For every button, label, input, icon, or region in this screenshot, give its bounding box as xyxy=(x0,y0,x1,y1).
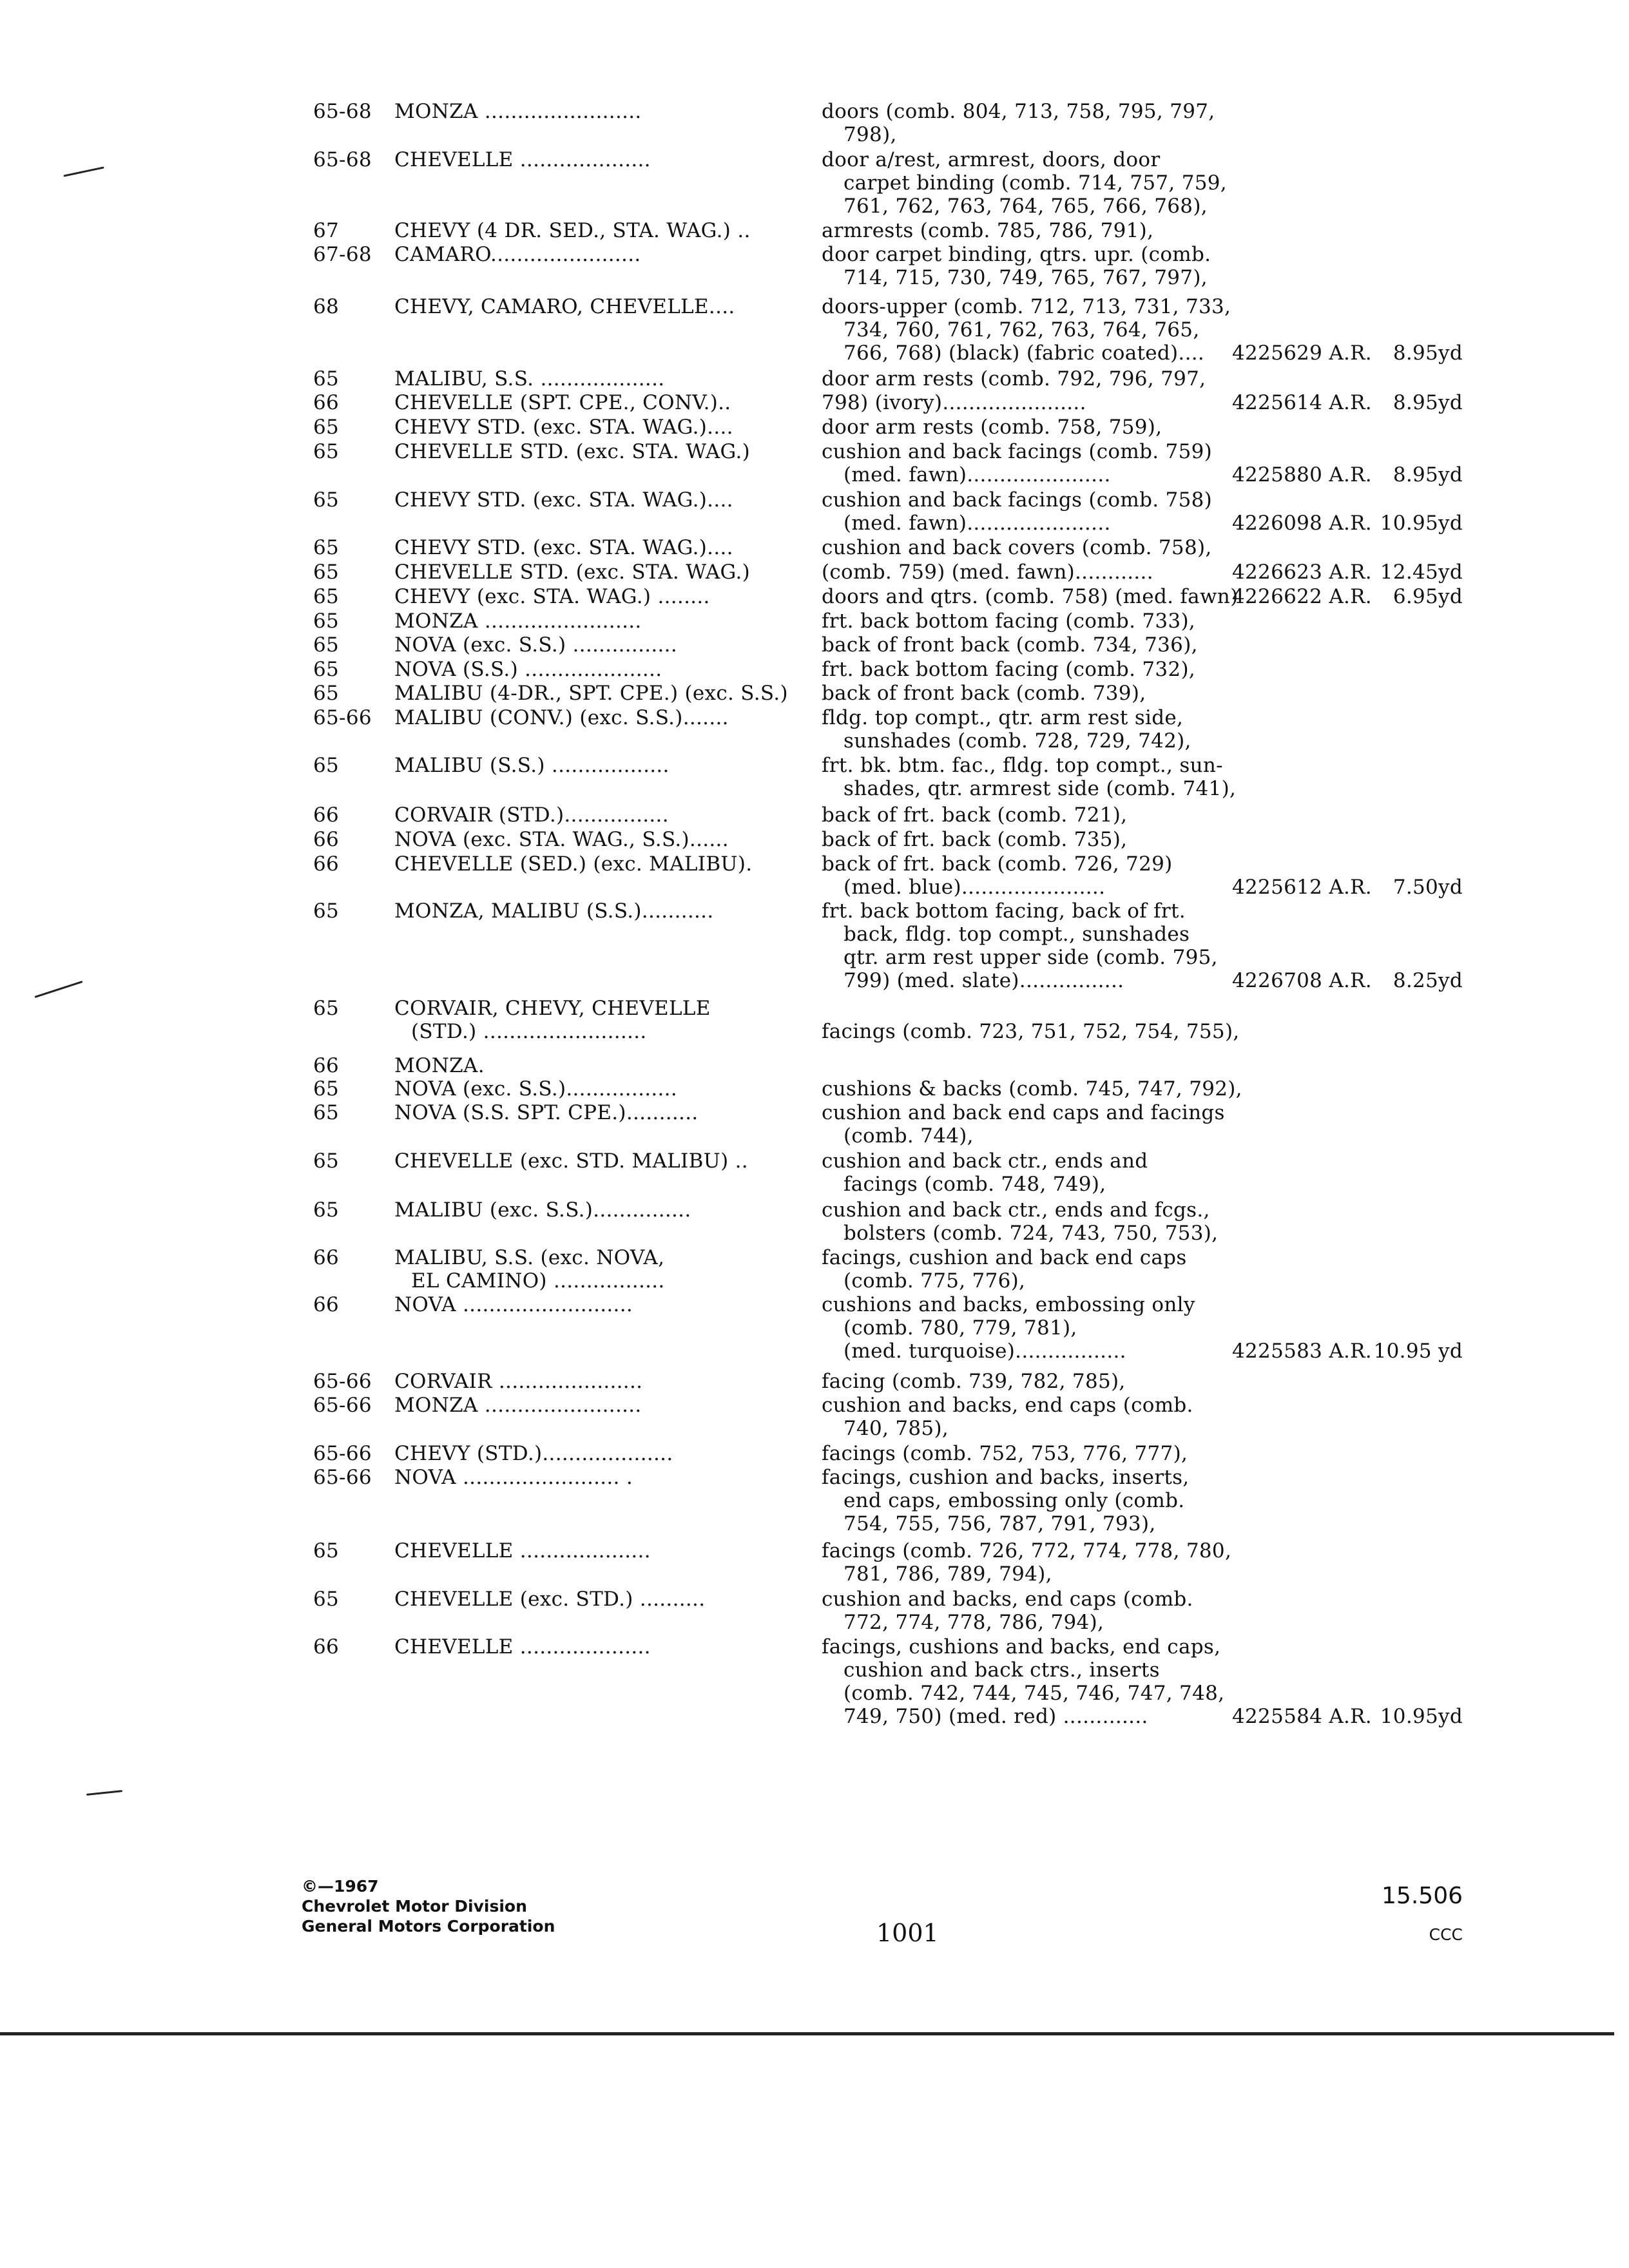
description-line: back of frt. back (comb. 721), xyxy=(822,803,1128,827)
description-line: (comb. 759) (med. fawn)............ xyxy=(822,561,1153,584)
model-cell xyxy=(394,899,714,923)
description-line: armrests (comb. 785, 786, 791), xyxy=(822,219,1154,242)
description-line: facings, cushion and back end caps xyxy=(822,1246,1187,1269)
year-cell: 66 xyxy=(313,1293,340,1316)
description-cell xyxy=(822,367,1206,390)
description-cell xyxy=(822,391,1086,414)
model-line: CHEVY STD. (exc. STA. WAG.).... xyxy=(394,416,733,439)
model-line: NOVA (exc. S.S.) ................ xyxy=(394,633,677,657)
price: 10.95yd xyxy=(1380,512,1463,535)
year-cell: 65-66 xyxy=(313,706,372,729)
model-cell xyxy=(394,633,677,657)
year-cell: 65-66 xyxy=(313,1394,372,1417)
year-cell: 65 xyxy=(313,997,340,1020)
year-cell: 65 xyxy=(313,561,340,584)
model-cell xyxy=(394,148,651,171)
model-cell xyxy=(394,682,788,705)
margin-mark xyxy=(86,1790,122,1796)
price: 6.95yd xyxy=(1393,585,1463,608)
description-line: back of frt. back (comb. 735), xyxy=(822,828,1128,851)
model-line: NOVA (exc. STA. WAG., S.S.)...... xyxy=(394,828,729,851)
division-name: Chevrolet Motor Division xyxy=(302,1897,527,1916)
model-cell xyxy=(394,367,664,390)
model-line: MALIBU, S.S. ................... xyxy=(394,367,665,390)
description-cell xyxy=(822,1149,1148,1196)
year-cell: 65-68 xyxy=(313,148,372,171)
publisher-block xyxy=(302,1876,555,1936)
description-cell xyxy=(822,295,1231,365)
margin-mark xyxy=(34,981,82,998)
description-line: back of frt. back (comb. 726, 729) xyxy=(822,852,1173,876)
description-line: cushion and back ctrs., inserts xyxy=(843,1658,1160,1682)
year-cell: 66 xyxy=(313,1635,340,1658)
price: 8.25yd xyxy=(1393,969,1463,992)
model-cell xyxy=(394,1293,633,1316)
model-line: NOVA ........................ . xyxy=(394,1466,633,1489)
model-cell xyxy=(394,1370,642,1393)
description-cell xyxy=(822,997,1240,1043)
model-cell xyxy=(394,1198,691,1222)
part-number: 4225612 A.R. xyxy=(1232,876,1372,899)
description-line: frt. back bottom facing (comb. 732), xyxy=(822,658,1196,681)
model-cell xyxy=(394,219,751,242)
model-line: MALIBU (4-DR., SPT. CPE.) (exc. S.S.) xyxy=(394,682,788,705)
description-cell xyxy=(822,1635,1224,1728)
year-cell: 66 xyxy=(313,803,340,827)
model-cell xyxy=(394,295,735,318)
description-cell xyxy=(822,658,1195,681)
year-cell: 65-68 xyxy=(313,100,372,123)
year-cell: 66 xyxy=(313,1054,340,1077)
description-cell xyxy=(822,852,1173,899)
part-number: 4226098 A.R. xyxy=(1232,512,1372,535)
model-cell xyxy=(394,1394,642,1417)
model-line: MALIBU, S.S. (exc. NOVA, xyxy=(394,1246,665,1269)
model-line: CHEVELLE (SED.) (exc. MALIBU). xyxy=(394,852,753,876)
year-cell: 65 xyxy=(313,1539,340,1562)
description-line: qtr. arm rest upper side (comb. 795, xyxy=(843,946,1218,969)
year-cell: 65 xyxy=(313,1101,340,1124)
model-line: (STD.) ......................... xyxy=(411,1020,647,1043)
description-cell xyxy=(822,1394,1193,1440)
year-cell: 66 xyxy=(313,852,340,876)
model-line: MONZA ........................ xyxy=(394,100,642,123)
description-line: frt. back bottom facing (comb. 733), xyxy=(822,610,1196,633)
description-cell xyxy=(822,585,1251,608)
description-cell xyxy=(822,633,1198,657)
model-cell xyxy=(394,610,642,633)
description-line: cushion and backs, end caps (comb. xyxy=(822,1394,1193,1417)
description-line: cushion and back facings (comb. 759) xyxy=(822,440,1213,463)
model-line: MALIBU (S.S.) .................. xyxy=(394,754,670,777)
description-line: frt. bk. btm. fac., fldg. top compt., sun- xyxy=(822,754,1223,777)
description-line: facings, cushions and backs, end caps, xyxy=(822,1635,1221,1658)
year-cell: 65-66 xyxy=(313,1466,372,1489)
model-cell xyxy=(394,803,669,827)
model-line: CHEVELLE .................... xyxy=(394,1539,651,1562)
description-cell xyxy=(822,828,1127,851)
model-cell xyxy=(394,1054,485,1077)
part-number: 4226708 A.R. xyxy=(1232,969,1372,992)
description-cell xyxy=(822,1246,1187,1293)
description-line: doors and qtrs. (comb. 758) (med. fawn) . xyxy=(822,585,1251,608)
model-line: CAMARO....................... xyxy=(394,243,641,266)
year-cell: 65 xyxy=(313,658,340,681)
part-number: 4225583 A.R. xyxy=(1232,1340,1372,1363)
year-cell: 65 xyxy=(313,367,340,390)
model-line: MALIBU (CONV.) (exc. S.S.)....... xyxy=(394,706,729,729)
copyright: ©—1967 xyxy=(302,1877,379,1896)
model-line: EL CAMINO) ................. xyxy=(411,1269,665,1293)
year-cell: 65 xyxy=(313,682,340,705)
description-line: (med. blue)...................... xyxy=(843,876,1106,899)
description-line: 761, 762, 763, 764, 765, 766, 768), xyxy=(843,195,1208,218)
description-line: shades, qtr. armrest side (comb. 741), xyxy=(843,777,1237,800)
model-line: CHEVY (STD.).................... xyxy=(394,1442,673,1465)
description-line: cushion and backs, end caps (comb. xyxy=(822,1588,1193,1611)
model-cell xyxy=(394,416,733,439)
model-line: CORVAIR ...................... xyxy=(394,1370,643,1393)
year-cell: 65 xyxy=(313,416,340,439)
description-line: (comb. 775, 776), xyxy=(843,1269,1026,1293)
description-line: door carpet binding, qtrs. upr. (comb. xyxy=(822,243,1211,266)
description-line xyxy=(822,997,1240,1020)
description-cell xyxy=(822,100,1215,146)
price: 10.95 yd xyxy=(1373,1340,1463,1363)
description-cell xyxy=(822,243,1211,289)
description-line: back, fldg. top compt., sunshades xyxy=(843,923,1190,946)
page-number: 1001 xyxy=(876,1919,939,1947)
description-line: (med. turquoise)................. xyxy=(843,1340,1126,1363)
year-cell: 67-68 xyxy=(313,243,372,266)
model-line: CHEVY (exc. STA. WAG.) ........ xyxy=(394,585,710,608)
description-line: facings (comb. 752, 753, 776, 777), xyxy=(822,1442,1188,1465)
model-line: CHEVY (4 DR. SED., STA. WAG.) .. xyxy=(394,219,751,242)
description-line: facing (comb. 739, 782, 785), xyxy=(822,1370,1126,1393)
description-line: 734, 760, 761, 762, 763, 764, 765, xyxy=(843,318,1200,341)
model-cell xyxy=(394,1149,748,1173)
description-cell xyxy=(822,1077,1242,1100)
year-cell: 65 xyxy=(313,754,340,777)
model-line: CHEVELLE (exc. STD. MALIBU) .. xyxy=(394,1149,748,1173)
model-line: MONZA, MALIBU (S.S.)........... xyxy=(394,899,714,923)
description-line: (comb. 780, 779, 781), xyxy=(843,1316,1077,1340)
year-cell: 65 xyxy=(313,536,340,559)
description-cell xyxy=(822,561,1153,584)
year-cell: 68 xyxy=(313,295,340,318)
model-cell xyxy=(394,997,711,1043)
description-cell xyxy=(822,440,1212,486)
section-code: CCC xyxy=(1429,1925,1463,1944)
description-line: cushions and backs, embossing only xyxy=(822,1293,1195,1316)
model-line: MONZA. xyxy=(394,1054,485,1077)
description-line: 799) (med. slate)................ xyxy=(843,969,1124,992)
description-line: cushion and back end caps and facings xyxy=(822,1101,1225,1124)
description-line: (med. fawn)...................... xyxy=(843,463,1111,486)
description-cell xyxy=(822,1539,1231,1586)
description-line: 781, 786, 789, 794), xyxy=(843,1562,1052,1586)
year-cell: 65 xyxy=(313,899,340,923)
model-cell xyxy=(394,1635,651,1658)
description-line: facings (comb. 723, 751, 752, 754, 755), xyxy=(822,1020,1240,1043)
description-line: (comb. 742, 744, 745, 746, 747, 748, xyxy=(843,1682,1225,1705)
model-line: NOVA .......................... xyxy=(394,1293,633,1316)
description-line: cushion and back facings (comb. 758) xyxy=(822,488,1213,512)
description-line: (med. fawn)...................... xyxy=(843,512,1111,535)
year-cell: 65-66 xyxy=(313,1442,372,1465)
model-line: CHEVELLE STD. (exc. STA. WAG.) xyxy=(394,561,751,584)
year-cell: 66 xyxy=(313,391,340,414)
model-line: CHEVELLE (exc. STD.) .......... xyxy=(394,1588,706,1611)
description-line: bolsters (comb. 724, 743, 750, 753), xyxy=(843,1222,1219,1245)
description-cell xyxy=(822,1293,1195,1363)
description-line: door arm rests (comb. 792, 796, 797, xyxy=(822,367,1206,390)
description-cell xyxy=(822,803,1127,827)
model-cell xyxy=(394,561,750,584)
model-line: CHEVELLE (SPT. CPE., CONV.).. xyxy=(394,391,731,414)
section-number: 15.506 xyxy=(1382,1883,1463,1909)
description-cell xyxy=(822,416,1162,439)
description-line: 766, 768) (black) (fabric coated).... xyxy=(843,341,1205,365)
model-cell xyxy=(394,440,750,463)
model-line: CHEVELLE STD. (exc. STA. WAG.) xyxy=(394,440,751,463)
model-line: NOVA (S.S. SPT. CPE.)........... xyxy=(394,1101,699,1124)
model-line: MONZA ........................ xyxy=(394,1394,642,1417)
year-cell: 65 xyxy=(313,440,340,463)
description-line: 754, 755, 756, 787, 791, 793), xyxy=(843,1512,1156,1535)
description-cell xyxy=(822,706,1191,753)
description-cell xyxy=(822,536,1212,559)
part-number: 4225584 A.R. xyxy=(1232,1705,1372,1728)
description-line: back of front back (comb. 734, 736), xyxy=(822,633,1198,657)
model-cell xyxy=(394,706,729,729)
description-line: cushion and back ctr., ends and fcgs., xyxy=(822,1198,1210,1222)
description-line: door a/rest, armrest, doors, door xyxy=(822,148,1161,171)
model-line: MONZA ........................ xyxy=(394,610,642,633)
description-line: cushions & backs (comb. 745, 747, 792), xyxy=(822,1077,1242,1100)
description-cell xyxy=(822,1370,1126,1393)
description-cell xyxy=(822,488,1212,535)
price: 8.95yd xyxy=(1393,391,1463,414)
part-number: 4225629 A.R. xyxy=(1232,341,1372,365)
description-line: facings (comb. 748, 749), xyxy=(843,1173,1106,1196)
price: 8.95yd xyxy=(1393,341,1463,365)
model-cell xyxy=(394,1539,651,1562)
description-line: 740, 785), xyxy=(843,1417,949,1440)
model-cell xyxy=(394,658,662,681)
description-line: facings, cushion and backs, inserts, xyxy=(822,1466,1190,1489)
part-number: 4226622 A.R. xyxy=(1232,585,1372,608)
year-cell: 66 xyxy=(313,1246,340,1269)
model-cell xyxy=(394,754,670,777)
model-cell xyxy=(394,391,731,414)
model-line: NOVA (S.S.) ..................... xyxy=(394,658,662,681)
model-line: CHEVELLE .................... xyxy=(394,1635,651,1658)
description-line: cushion and back covers (comb. 758), xyxy=(822,536,1212,559)
price: 7.50yd xyxy=(1393,876,1463,899)
year-cell: 65 xyxy=(313,1077,340,1100)
description-cell xyxy=(822,219,1153,242)
model-cell xyxy=(394,1077,677,1100)
model-cell xyxy=(394,1588,705,1611)
model-line: CORVAIR (STD.)................ xyxy=(394,803,669,827)
description-line: frt. back bottom facing, back of frt. xyxy=(822,899,1186,923)
year-cell: 65 xyxy=(313,633,340,657)
model-cell xyxy=(394,243,641,266)
description-line: facings (comb. 726, 772, 774, 778, 780, xyxy=(822,1539,1232,1562)
description-cell xyxy=(822,754,1236,800)
model-line: NOVA (exc. S.S.)................. xyxy=(394,1077,677,1100)
model-cell xyxy=(394,100,642,123)
year-cell: 65 xyxy=(313,488,340,512)
description-cell xyxy=(822,148,1227,218)
year-cell: 65 xyxy=(313,1588,340,1611)
year-cell: 65 xyxy=(313,1198,340,1222)
price: 8.95yd xyxy=(1393,463,1463,486)
year-cell: 65 xyxy=(313,1149,340,1173)
description-line: 772, 774, 778, 786, 794), xyxy=(843,1611,1104,1634)
description-line: fldg. top compt., qtr. arm rest side, xyxy=(822,706,1184,729)
description-line: 714, 715, 730, 749, 765, 767, 797), xyxy=(843,266,1208,289)
model-cell xyxy=(394,1466,633,1489)
model-line: CHEVY STD. (exc. STA. WAG.).... xyxy=(394,488,733,512)
description-line: back of front back (comb. 739), xyxy=(822,682,1146,705)
year-cell: 66 xyxy=(313,828,340,851)
part-number: 4225614 A.R. xyxy=(1232,391,1372,414)
part-number: 4226623 A.R. xyxy=(1232,561,1372,584)
description-line: sunshades (comb. 728, 729, 742), xyxy=(843,729,1191,753)
description-line: end caps, embossing only (comb. xyxy=(843,1489,1185,1512)
description-line: 798) (ivory)...................... xyxy=(822,391,1086,414)
model-cell xyxy=(394,1246,665,1293)
description-line: door arm rests (comb. 758, 759), xyxy=(822,416,1162,439)
price: 12.45yd xyxy=(1380,561,1463,584)
description-line: cushion and back ctr., ends and xyxy=(822,1149,1148,1173)
description-cell xyxy=(822,1101,1225,1148)
model-line: CHEVY, CAMARO, CHEVELLE.... xyxy=(394,295,735,318)
corporation-name: General Motors Corporation xyxy=(302,1917,555,1936)
description-line: (comb. 744), xyxy=(843,1124,974,1148)
model-cell xyxy=(394,585,710,608)
description-line: doors-upper (comb. 712, 713, 731, 733, xyxy=(822,295,1231,318)
description-line: 749, 750) (med. red) ............. xyxy=(843,1705,1148,1728)
description-cell xyxy=(822,610,1195,633)
description-line: 798), xyxy=(843,123,897,146)
model-line: MALIBU (exc. S.S.)............... xyxy=(394,1198,691,1222)
part-number: 4225880 A.R. xyxy=(1232,463,1372,486)
model-line: CHEVELLE .................... xyxy=(394,148,651,171)
description-cell xyxy=(822,682,1146,705)
model-line: CHEVY STD. (exc. STA. WAG.).... xyxy=(394,536,733,559)
description-cell xyxy=(822,1588,1193,1634)
price: 10.95yd xyxy=(1380,1705,1463,1728)
description-line: doors (comb. 804, 713, 758, 795, 797, xyxy=(822,100,1215,123)
year-cell: 65 xyxy=(313,610,340,633)
description-cell xyxy=(822,1442,1188,1465)
margin-mark xyxy=(63,166,104,177)
model-cell xyxy=(394,852,752,876)
model-cell xyxy=(394,488,733,512)
bottom-rule xyxy=(0,2032,1614,2035)
description-cell xyxy=(822,899,1218,992)
description-cell xyxy=(822,1198,1218,1245)
model-cell xyxy=(394,536,733,559)
description-cell xyxy=(822,1466,1189,1535)
year-cell: 67 xyxy=(313,219,340,242)
model-cell xyxy=(394,1442,673,1465)
year-cell: 65 xyxy=(313,585,340,608)
year-cell: 65-66 xyxy=(313,1370,372,1393)
description-line: carpet binding (comb. 714, 757, 759, xyxy=(843,171,1227,195)
model-cell xyxy=(394,1101,699,1124)
model-line: CORVAIR, CHEVY, CHEVELLE xyxy=(394,997,711,1020)
model-cell xyxy=(394,828,729,851)
